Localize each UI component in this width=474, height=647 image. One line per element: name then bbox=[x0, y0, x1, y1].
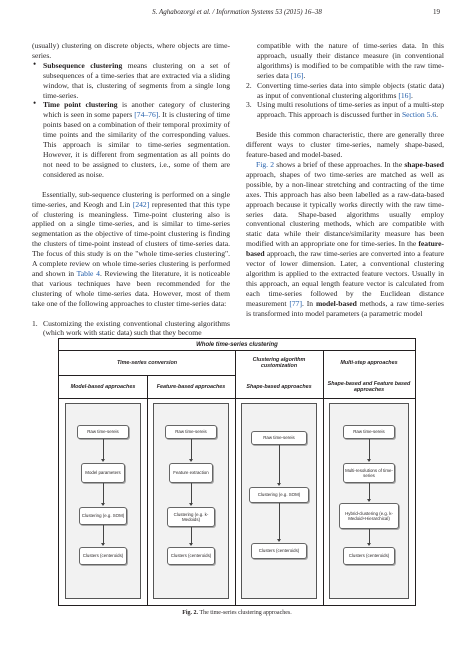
node-clustering: Clustering (e.g. SOM) bbox=[249, 487, 309, 503]
approach-list-cont bbox=[246, 41, 444, 120]
node-clusters: Clusters (centeroids) bbox=[79, 547, 127, 565]
text-run: Essentially, sub-sequence clustering is performed on a single time-series, and Keogh and Lin bbox=[32, 189, 230, 209]
caption-text: The time-series clustering approaches. bbox=[198, 610, 292, 616]
arrow-down-icon bbox=[191, 439, 192, 461]
divider-line bbox=[147, 375, 148, 605]
list-text: Customizing the existing conventional clustering algorithms (which work with static data) such that they become bbox=[43, 318, 230, 338]
citation-link[interactable]: [77] bbox=[289, 298, 302, 308]
node-multi-resolutions: Multi-resolutions of time-series bbox=[343, 463, 395, 483]
node-clustering: Clustering (e.g. SOM) bbox=[79, 507, 127, 525]
node-clusters: Clusters (centeroids) bbox=[343, 547, 395, 565]
page-number: 19 bbox=[433, 8, 440, 16]
text-run: approach, shapes of two time-series are matched as well as possible, by a non-linear stretching and contracting of the time axes. This approach has also been labelled as a raw-data-based approach because it typically works directly with the raw time-series data. Shape-based algorithms usually employ conventional clustering methods, which are compatible with static data while their distance/similarity measure has been modified with an appropriate one for time-series. In the bbox=[246, 169, 444, 249]
arrow-down-icon bbox=[279, 445, 280, 485]
node-clusters: Clusters (centeroids) bbox=[167, 547, 215, 565]
arrow-down-icon bbox=[103, 483, 104, 505]
list-number: 1. bbox=[32, 318, 38, 328]
right-column bbox=[246, 41, 444, 318]
citation-link[interactable]: [16] bbox=[398, 90, 411, 100]
text-run: methods, a raw time-series is transformed into model parameters (a parametric model bbox=[246, 298, 444, 318]
list-text: . bbox=[303, 70, 306, 80]
approach-list-start bbox=[32, 319, 230, 339]
node-raw-time-series: Raw time-sereis bbox=[165, 425, 217, 439]
column-model-based: Model-based approaches bbox=[70, 383, 136, 390]
list-item-2 bbox=[246, 81, 444, 101]
clustering-types-list bbox=[32, 61, 230, 180]
bullet-time-point bbox=[32, 100, 230, 179]
divider-line bbox=[323, 351, 324, 605]
node-feature-extraction: Feature extraction bbox=[169, 463, 213, 483]
text-run: . In bbox=[302, 298, 316, 308]
node-clusters: Clusters (centeroids) bbox=[251, 543, 307, 559]
arrow-down-icon bbox=[369, 529, 370, 545]
bullet-text: is another category of clustering which is seen in some papers bbox=[43, 100, 230, 120]
caption-label: Fig. 2. bbox=[182, 610, 199, 616]
text-run: represented that this type of clustering is meaningless. Time-point clustering also is applied on a single time-series, and is similar to time-series segmentation as the objective of time-point clustering is finding the clusters of time-point instead of clusters of time-series data. The focus of this study is on the "whole time-series clustering". A complete review on whole time-series clustering is performed and shown in bbox=[32, 199, 230, 278]
term-time-point: Time point clustering bbox=[43, 100, 118, 110]
bullet-text: . It is clustering of time points based on a combination of their temporal proximity of time points and the similarity of the corresponding values. This approach is similar to time-series segmentation. However, it is different from segmentation as all points do not need to be assigned to clusters, i.e., some of them are considered as noise. bbox=[43, 110, 230, 179]
running-title: S. Aghabozorgi et al. / Information Systems 53 (2015) 16–38 bbox=[152, 8, 322, 16]
list-text: Using multi resolutions of time-series as input of a multi-step approach. This approach is discussed further in bbox=[257, 100, 444, 120]
list-item-3 bbox=[246, 100, 444, 120]
citation-link[interactable]: [242] bbox=[132, 199, 150, 209]
node-raw-time-series: Raw time-sereis bbox=[343, 425, 395, 439]
list-text: . bbox=[436, 110, 439, 120]
group-algorithm-customization: Clustering algorithm customization bbox=[252, 356, 306, 369]
intro-paragraph: (usually) clustering on discrete objects, where objects are time-series. bbox=[32, 41, 230, 60]
list-item-1-cont bbox=[246, 41, 444, 81]
term-model-based: model-based bbox=[315, 298, 357, 308]
term-shape-based: shape-based bbox=[404, 159, 444, 169]
column-feature-based: Feature-based approaches bbox=[156, 383, 226, 390]
figure-title: Whole time-series clustering bbox=[59, 339, 415, 351]
paragraph-three-ways: Beside this common characteristic, there are generally three different ways to cluster time-series, namely shape-based, feature-based and model-based. bbox=[246, 130, 444, 160]
arrow-down-icon bbox=[191, 527, 192, 545]
bullet-subsequence bbox=[32, 61, 230, 101]
paragraph-whole-clustering bbox=[32, 190, 230, 309]
figure-clustering-approaches bbox=[58, 338, 416, 606]
section-link[interactable]: Section 5.6 bbox=[401, 110, 437, 120]
list-number: 2. bbox=[246, 80, 252, 90]
group-time-series-conversion: Time-series conversion bbox=[116, 359, 178, 366]
figure-caption bbox=[0, 610, 474, 616]
node-raw-time-series: Raw time-sereis bbox=[77, 425, 129, 439]
bullet-text: means clustering on a set of subsequences of a time-series that are extracted via a sliding window, that is, clustering of segments from a single long time-series. bbox=[43, 60, 230, 100]
list-number: 3. bbox=[246, 100, 252, 110]
arrow-down-icon bbox=[103, 439, 104, 461]
column-shape-feature-based: Shape-based and Feature based approaches bbox=[327, 380, 411, 393]
divider-line bbox=[59, 398, 415, 399]
arrow-down-icon bbox=[103, 525, 104, 545]
column-shape-based: Shape-based approaches bbox=[246, 383, 312, 390]
list-text: Converting time-series data into simple objects (static data) as input of conventional clustering algorithms bbox=[257, 80, 444, 100]
node-clustering: Clustering (e.g. k-Medoids) bbox=[167, 507, 215, 527]
term-subsequence: Subsequence clustering bbox=[43, 60, 123, 70]
text-run: . Reviewing the literature, it is noticeable that various techniques have been recommended for the clustering of whole time-series data. However, most of them take one of the following approaches to cluster time-series data: bbox=[32, 268, 231, 308]
list-text: compatible with the nature of time-series data. In this approach, usually their distance measure (in conventional algorithms) is modified to be compatible with the raw time-series data bbox=[257, 41, 444, 80]
arrow-down-icon bbox=[369, 439, 370, 461]
paragraph-approaches bbox=[246, 160, 444, 319]
arrow-down-icon bbox=[191, 483, 192, 505]
node-model-parameters: Model parameters bbox=[81, 463, 125, 483]
text-run: shows a brief of these approaches. In the bbox=[274, 159, 405, 169]
text-run: approach, the raw time-series are converted into a feature vector of lower dimension. Later, a conventional clustering algorithm is applied to the extracted feature vectors. Usually in this approach, an equal length feature vector is calculated from each time-series followed by the Euclidean distance measurement bbox=[246, 249, 444, 308]
group-multi-step: Multi-step approaches bbox=[340, 359, 398, 366]
list-item-1 bbox=[32, 319, 230, 339]
list-text: . bbox=[410, 90, 413, 100]
node-hybrid-clustering: Hybrid-clustering (e.g. k-Medoid+Hierarchical) bbox=[339, 503, 399, 529]
figure-link[interactable]: Fig. 2 bbox=[256, 159, 275, 169]
citation-link[interactable]: [74–76] bbox=[134, 110, 159, 120]
table-link[interactable]: Table 4 bbox=[76, 268, 100, 278]
divider-line bbox=[235, 351, 236, 605]
node-raw-time-series: Raw time-sereis bbox=[251, 431, 307, 445]
citation-link[interactable]: [16] bbox=[290, 70, 304, 80]
term-feature-based: feature-based bbox=[246, 239, 444, 259]
arrow-down-icon bbox=[279, 503, 280, 541]
left-column bbox=[32, 41, 230, 338]
arrow-down-icon bbox=[369, 483, 370, 501]
